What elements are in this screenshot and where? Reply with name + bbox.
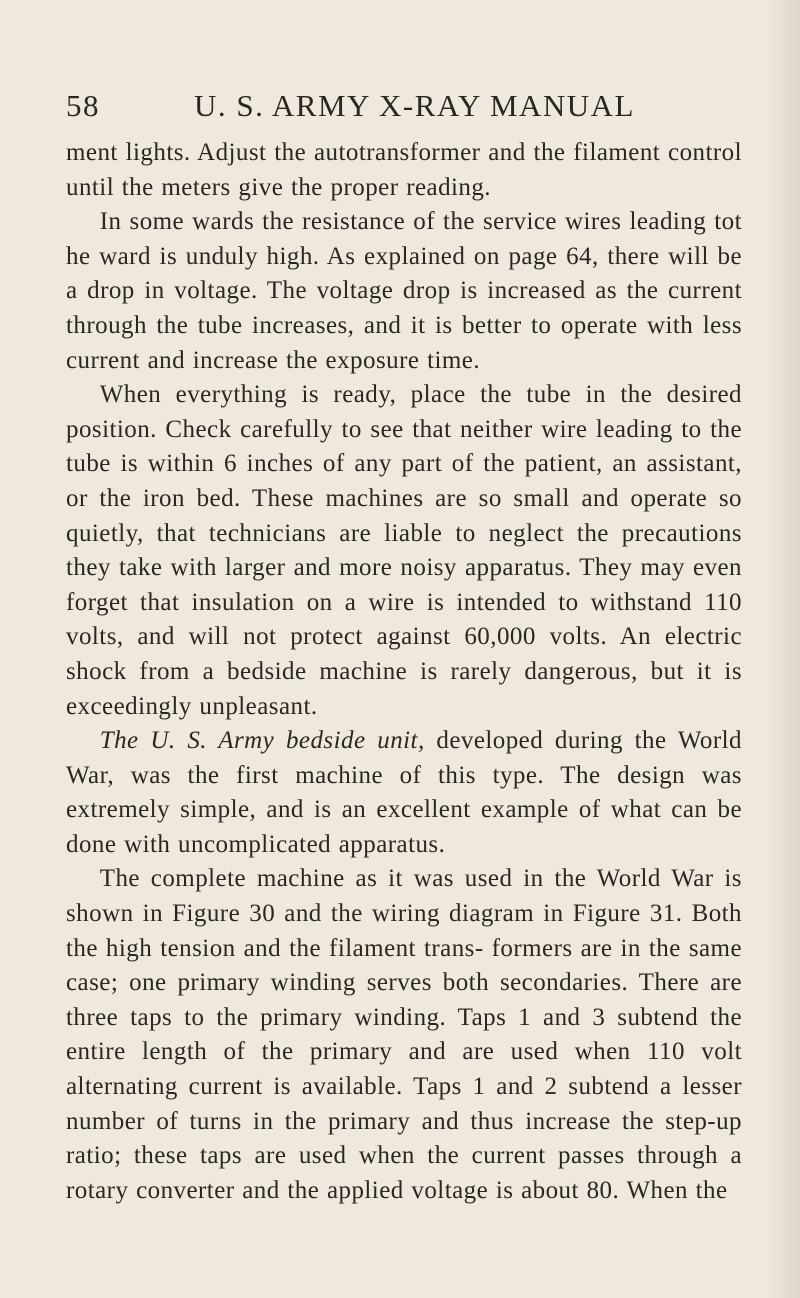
paragraph-service-wires (66, 205, 742, 378)
paragraph-text: When everything is ready, place the tube in the desired position. Check carefully to see that neither wire leading to the tube is within 6 inches of any part of the patient, an assistant, or the iron bed. These machines are so small and operate so quietly, that technicians are liable to neglect the precautions they take with larger and more noisy apparatus. They may even forget that insulation on a wire is intended to withstand 110 volts, and will not protect against 60,000 volts. An electric shock from a bedside machine is rarely dangerous, but it is exceedingly unpleasant. (66, 381, 742, 720)
running-header (66, 88, 756, 128)
italic-term: The U. S. Army bedside unit, (99, 727, 425, 755)
body-text (66, 136, 742, 1208)
paragraph-continued (66, 136, 742, 205)
paragraph-tube-position (66, 378, 742, 724)
paragraph-complete-machine (66, 862, 742, 1208)
paragraph-text: The complete machine as it was used in the World War is shown in Figure 30 and the wiring diagram in Figure 31. Both the high tension and the filament trans- formers are in the same case; one primary winding serves both secondaries. There are three taps to the primary winding. Taps 1 and 3 subtend the entire length of the primary and are used when 110 volt alternating current is available. Taps 1 and 2 subtend a lesser number of turns in the primary and thus increase the step-up ratio; these taps are used when the current passes through a rotary converter and the applied voltage is about 80. When the (66, 865, 742, 1204)
running-title: U. S. ARMY X-RAY MANUAL (194, 88, 635, 123)
paragraph-bedside-unit (66, 724, 742, 862)
paragraph-text: developed during the World War, was the first machine of this type. The design was extremely simple, and is an excellent example of what can be done with uncomplicated apparatus. (66, 727, 742, 858)
page-edge-shadow (766, 0, 800, 1298)
page-number: 58 (66, 88, 100, 123)
paragraph-text: In some wards the resistance of the service wires leading tot he ward is unduly high. As explained on page 64, there will be a drop in voltage. The voltage drop is increased as the current through the tube increases, and it is better to operate with less current and increase the exposure time. (66, 208, 742, 374)
paragraph-text: ment lights. Adjust the autotransformer and the filament control until the meters give the proper reading. (66, 139, 742, 201)
